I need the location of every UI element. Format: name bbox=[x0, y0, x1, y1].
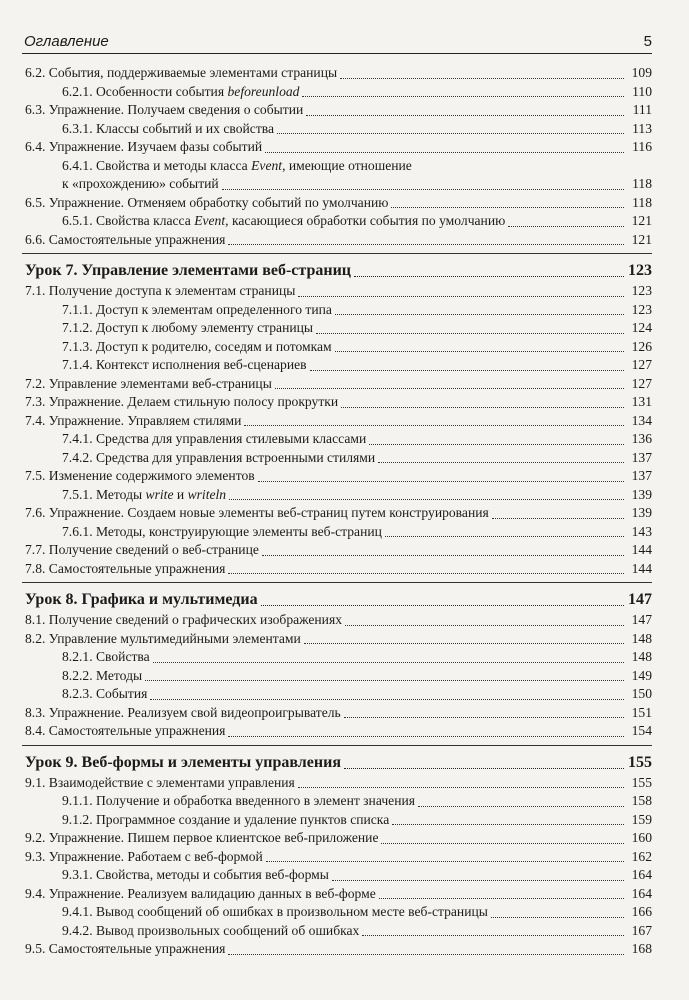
toc-entry[interactable] bbox=[22, 667, 652, 686]
toc-entry[interactable] bbox=[22, 120, 652, 139]
dot-leader bbox=[316, 333, 624, 334]
toc-entry[interactable] bbox=[22, 338, 652, 357]
toc-page-number: 160 bbox=[631, 830, 652, 845]
toc-entry-title: 8.2.2. Методы bbox=[62, 667, 143, 683]
dot-leader bbox=[335, 314, 624, 315]
toc-entry[interactable] bbox=[22, 231, 652, 250]
dot-leader bbox=[304, 643, 624, 644]
dot-leader bbox=[150, 699, 624, 700]
toc-page-number: 147 bbox=[628, 591, 652, 608]
toc-entry-title: 8.3. Упражнение. Реализуем свой видеопроигрыватель bbox=[25, 704, 341, 720]
dot-leader bbox=[298, 296, 624, 297]
toc-entry-title: 9.3. Упражнение. Работаем с веб-формой bbox=[25, 848, 263, 864]
toc-entry[interactable] bbox=[22, 356, 652, 375]
toc-page-number: 167 bbox=[631, 922, 652, 938]
toc-entry-title: 7.6. Упражнение. Создаем новые элементы веб-страниц путем конструирования bbox=[25, 505, 489, 520]
toc-entry[interactable] bbox=[22, 412, 652, 431]
dot-leader bbox=[275, 388, 624, 389]
running-title: Оглавление bbox=[24, 33, 109, 50]
toc-page-number: 162 bbox=[631, 848, 652, 864]
dot-leader bbox=[340, 78, 624, 79]
toc-entry[interactable] bbox=[22, 375, 652, 394]
dot-leader bbox=[262, 555, 624, 556]
toc-entry-title: 6.5.1. Свойства класса Event, касающиеся обработки события по умолчанию bbox=[62, 213, 506, 228]
toc-entry[interactable] bbox=[22, 393, 652, 412]
toc-entry-title: 7.4. Упражнение. Управляем стилями bbox=[25, 412, 242, 428]
toc-entry[interactable] bbox=[22, 430, 652, 449]
toc-page-number: 155 bbox=[631, 774, 652, 790]
dot-leader bbox=[385, 536, 624, 537]
toc-page-number: 147 bbox=[631, 612, 652, 627]
toc-page-number: 137 bbox=[631, 468, 652, 483]
dot-leader bbox=[306, 115, 624, 116]
toc-entry-title: 7.1.1. Доступ к элементам определенного типа bbox=[62, 301, 332, 317]
toc-page-number: 127 bbox=[631, 375, 652, 391]
dot-leader bbox=[228, 573, 624, 574]
toc-entry-title: 9.1.1. Получение и обработка введенного в элемент значения bbox=[62, 793, 415, 808]
toc-page-number: 118 bbox=[632, 176, 652, 191]
toc-entry[interactable] bbox=[22, 523, 652, 542]
toc-entry-title: 7.1.4. Контекст исполнения веб-сценариев bbox=[62, 357, 307, 372]
toc-entry[interactable] bbox=[22, 903, 652, 922]
toc-entry-title: 7.1. Получение доступа к элементам страницы bbox=[25, 283, 296, 298]
toc-page-number: 123 bbox=[631, 301, 652, 317]
toc-entry[interactable] bbox=[22, 940, 652, 959]
toc-page-number: 144 bbox=[631, 542, 652, 557]
toc-entry-line: 6.4.1. Свойства и методы класса Event, имеющие отношение bbox=[62, 157, 412, 173]
toc-page-number: 139 bbox=[631, 505, 652, 520]
dot-leader bbox=[345, 625, 624, 626]
toc-entry-title: 9.4. Упражнение. Реализуем валидацию данных в веб-форме bbox=[25, 885, 376, 901]
toc-page-number: 159 bbox=[631, 811, 652, 827]
toc-entry-title: 6.6. Самостоятельные упражнения bbox=[25, 231, 226, 247]
toc-page-number: 148 bbox=[631, 630, 652, 646]
toc-page-number: 110 bbox=[632, 83, 652, 99]
dot-leader bbox=[265, 152, 624, 153]
dot-leader bbox=[228, 736, 624, 737]
dot-leader bbox=[228, 244, 624, 245]
toc-entry[interactable] bbox=[22, 848, 652, 867]
toc-entry-title: к «прохождению» событий bbox=[62, 176, 219, 191]
chapter-divider bbox=[22, 253, 652, 254]
toc-entry-title: 9.1.2. Программное создание и удаление пунктов списка bbox=[62, 811, 390, 827]
toc-entry-title: 9.3.1. Свойства, методы и события веб-формы bbox=[62, 867, 329, 882]
dot-leader bbox=[492, 518, 624, 519]
toc-page-number: 154 bbox=[631, 723, 652, 738]
dot-leader bbox=[244, 425, 624, 426]
toc-entry[interactable] bbox=[22, 504, 652, 523]
toc-page-number: 116 bbox=[632, 139, 652, 154]
toc-page-number: 144 bbox=[631, 560, 652, 576]
toc-entry-title: 7.2. Управление элементами веб-страницы bbox=[25, 375, 272, 391]
toc-entry-title: Урок 7. Управление элементами веб-страниц bbox=[25, 262, 352, 279]
toc-entry-title: 7.4.1. Средства для управления стилевыми классами bbox=[62, 431, 367, 446]
dot-leader bbox=[369, 444, 624, 445]
toc-entry[interactable] bbox=[22, 560, 652, 579]
toc-entry-title: 8.2.1. Свойства bbox=[62, 649, 150, 664]
toc-entry-title: 7.7. Получение сведений о веб-странице bbox=[25, 542, 259, 557]
toc-entry[interactable] bbox=[22, 885, 652, 904]
toc-entry[interactable] bbox=[22, 774, 652, 793]
dot-leader bbox=[266, 861, 624, 862]
toc-page-number: 121 bbox=[631, 213, 652, 228]
toc-entry-title: 8.1. Получение сведений о графических изображениях bbox=[25, 612, 343, 627]
toc-entry[interactable] bbox=[22, 541, 652, 560]
toc-page-number: 134 bbox=[631, 412, 652, 428]
dot-leader bbox=[298, 787, 624, 788]
dot-leader bbox=[302, 96, 624, 97]
dot-leader bbox=[335, 351, 624, 352]
toc-entry-title: 7.1.2. Доступ к любому элементу страницы bbox=[62, 320, 314, 335]
toc-page-number: 164 bbox=[631, 885, 652, 901]
chapter-divider bbox=[22, 745, 652, 746]
toc-entry-title: 8.2. Управление мультимедийными элементами bbox=[25, 630, 301, 646]
toc-page-number: 113 bbox=[632, 120, 652, 136]
dot-leader bbox=[222, 189, 624, 190]
toc-entry[interactable] bbox=[22, 467, 652, 486]
dot-leader bbox=[258, 481, 624, 482]
toc-page-number: 111 bbox=[632, 102, 652, 117]
dot-leader bbox=[362, 935, 624, 936]
toc-page-number: 124 bbox=[631, 320, 652, 335]
toc-entry-title: 8.4. Самостоятельные упражнения bbox=[25, 723, 226, 738]
toc-chapter[interactable] bbox=[22, 589, 652, 611]
toc-entry-title: 7.6.1. Методы, конструирующие элементы веб-страниц bbox=[62, 523, 382, 539]
toc-page-number: 109 bbox=[631, 65, 652, 80]
toc-entry[interactable] bbox=[22, 138, 652, 157]
dot-leader bbox=[332, 880, 624, 881]
toc-entry[interactable] bbox=[22, 194, 652, 213]
toc-page-number: 155 bbox=[628, 753, 652, 771]
table-of-contents bbox=[22, 64, 652, 959]
toc-entry-title: 6.2.1. Особенности события beforeunload bbox=[62, 83, 300, 99]
toc-page-number: 143 bbox=[631, 523, 652, 539]
dot-leader bbox=[508, 226, 624, 227]
dot-leader bbox=[381, 843, 624, 844]
dot-leader bbox=[344, 768, 624, 769]
dot-leader bbox=[228, 954, 624, 955]
toc-page-number: 139 bbox=[631, 486, 652, 502]
chapter-divider bbox=[22, 582, 652, 583]
toc-entry[interactable] bbox=[22, 792, 652, 811]
toc-entry-title: Урок 9. Веб-формы и элементы управления bbox=[25, 753, 341, 771]
toc-entry-title: 6.3. Упражнение. Получаем сведения о событии bbox=[25, 102, 304, 117]
toc-page-number: 121 bbox=[631, 231, 652, 247]
toc-page-number: 158 bbox=[631, 793, 652, 808]
toc-entry-title: 9.4.2. Вывод произвольных сообщений об ошибках bbox=[62, 922, 360, 938]
toc-page-number: 150 bbox=[631, 686, 652, 701]
toc-page-number: 136 bbox=[631, 431, 652, 446]
dot-leader bbox=[341, 407, 624, 408]
toc-entry[interactable] bbox=[22, 685, 652, 704]
dot-leader bbox=[418, 806, 624, 807]
toc-entry[interactable] bbox=[22, 922, 652, 941]
toc-entry[interactable] bbox=[22, 829, 652, 848]
toc-page-number: 149 bbox=[631, 667, 652, 683]
toc-entry-title: 6.5. Упражнение. Отменяем обработку событий по умолчанию bbox=[25, 194, 389, 210]
toc-entry[interactable] bbox=[22, 101, 652, 120]
toc-entry[interactable] bbox=[22, 449, 652, 468]
dot-leader bbox=[354, 276, 624, 277]
toc-entry[interactable] bbox=[22, 722, 652, 741]
dot-leader bbox=[261, 605, 624, 606]
dot-leader bbox=[491, 917, 624, 918]
toc-entry-title: 7.4.2. Средства для управления встроенными стилями bbox=[62, 449, 376, 465]
toc-entry-title: 7.3. Упражнение. Делаем стильную полосу прокрутки bbox=[25, 394, 339, 409]
toc-page-number: 166 bbox=[631, 904, 652, 919]
page-header bbox=[22, 30, 652, 54]
toc-entry-title: 8.2.3. События bbox=[62, 686, 148, 701]
toc-page-number: 137 bbox=[631, 449, 652, 465]
toc-page-number: 123 bbox=[631, 283, 652, 298]
toc-entry[interactable] bbox=[22, 866, 652, 885]
toc-page-number: 127 bbox=[631, 357, 652, 372]
toc-entry-title: 7.1.3. Доступ к родителю, соседям и потомкам bbox=[62, 338, 332, 354]
toc-entry[interactable] bbox=[22, 212, 652, 231]
header-rule bbox=[22, 53, 652, 54]
dot-leader bbox=[310, 370, 624, 371]
toc-entry[interactable] bbox=[22, 64, 652, 83]
toc-entry-title: 9.5. Самостоятельные упражнения bbox=[25, 941, 226, 956]
toc-entry-title: 9.4.1. Вывод сообщений об ошибках в произвольном месте веб-страницы bbox=[62, 904, 488, 919]
toc-page-number: 164 bbox=[631, 867, 652, 882]
page-number: 5 bbox=[643, 33, 652, 50]
toc-page-number: 151 bbox=[631, 704, 652, 720]
toc-page-number: 126 bbox=[631, 338, 652, 354]
toc-page-number: 123 bbox=[628, 262, 652, 279]
toc-entry[interactable] bbox=[22, 630, 652, 649]
dot-leader bbox=[392, 824, 624, 825]
toc-entry-title: 6.4. Упражнение. Изучаем фазы событий bbox=[25, 139, 263, 154]
dot-leader bbox=[153, 662, 624, 663]
toc-page-number: 118 bbox=[632, 194, 652, 210]
toc-chapter[interactable] bbox=[22, 260, 652, 282]
toc-entry-title: 7.5. Изменение содержимого элементов bbox=[25, 468, 255, 483]
toc-entry[interactable] bbox=[22, 486, 652, 505]
dot-leader bbox=[379, 898, 624, 899]
toc-entry[interactable] bbox=[22, 648, 652, 667]
toc-entry[interactable] bbox=[22, 301, 652, 320]
toc-page-number: 131 bbox=[631, 394, 652, 409]
toc-entry[interactable] bbox=[22, 319, 652, 338]
dot-leader bbox=[277, 133, 624, 134]
toc-entry-title: 6.2. События, поддерживаемые элементами страницы bbox=[25, 65, 338, 80]
toc-entry-title: 7.8. Самостоятельные упражнения bbox=[25, 560, 226, 576]
toc-entry[interactable] bbox=[22, 611, 652, 630]
toc-entry[interactable] bbox=[22, 282, 652, 301]
toc-entry[interactable] bbox=[22, 175, 652, 194]
toc-entry-title: 9.1. Взаимодействие с элементами управления bbox=[25, 774, 295, 790]
toc-entry[interactable] bbox=[22, 83, 652, 102]
dot-leader bbox=[344, 717, 624, 718]
toc-entry[interactable] bbox=[22, 811, 652, 830]
toc-entry[interactable] bbox=[22, 704, 652, 723]
toc-entry-title: 6.3.1. Классы событий и их свойства bbox=[62, 120, 275, 136]
toc-page-number: 148 bbox=[631, 649, 652, 664]
toc-entry-title: Урок 8. Графика и мультимедиа bbox=[25, 591, 258, 608]
dot-leader bbox=[229, 499, 624, 500]
toc-entry-title: 9.2. Упражнение. Пишем первое клиентское веб-приложение bbox=[25, 830, 379, 845]
dot-leader bbox=[145, 680, 624, 681]
toc-entry-title: 7.5.1. Методы write и writeln bbox=[62, 486, 227, 502]
toc-page-number: 168 bbox=[631, 941, 652, 956]
dot-leader bbox=[378, 462, 624, 463]
toc-chapter[interactable] bbox=[22, 752, 652, 774]
dot-leader bbox=[391, 207, 624, 208]
